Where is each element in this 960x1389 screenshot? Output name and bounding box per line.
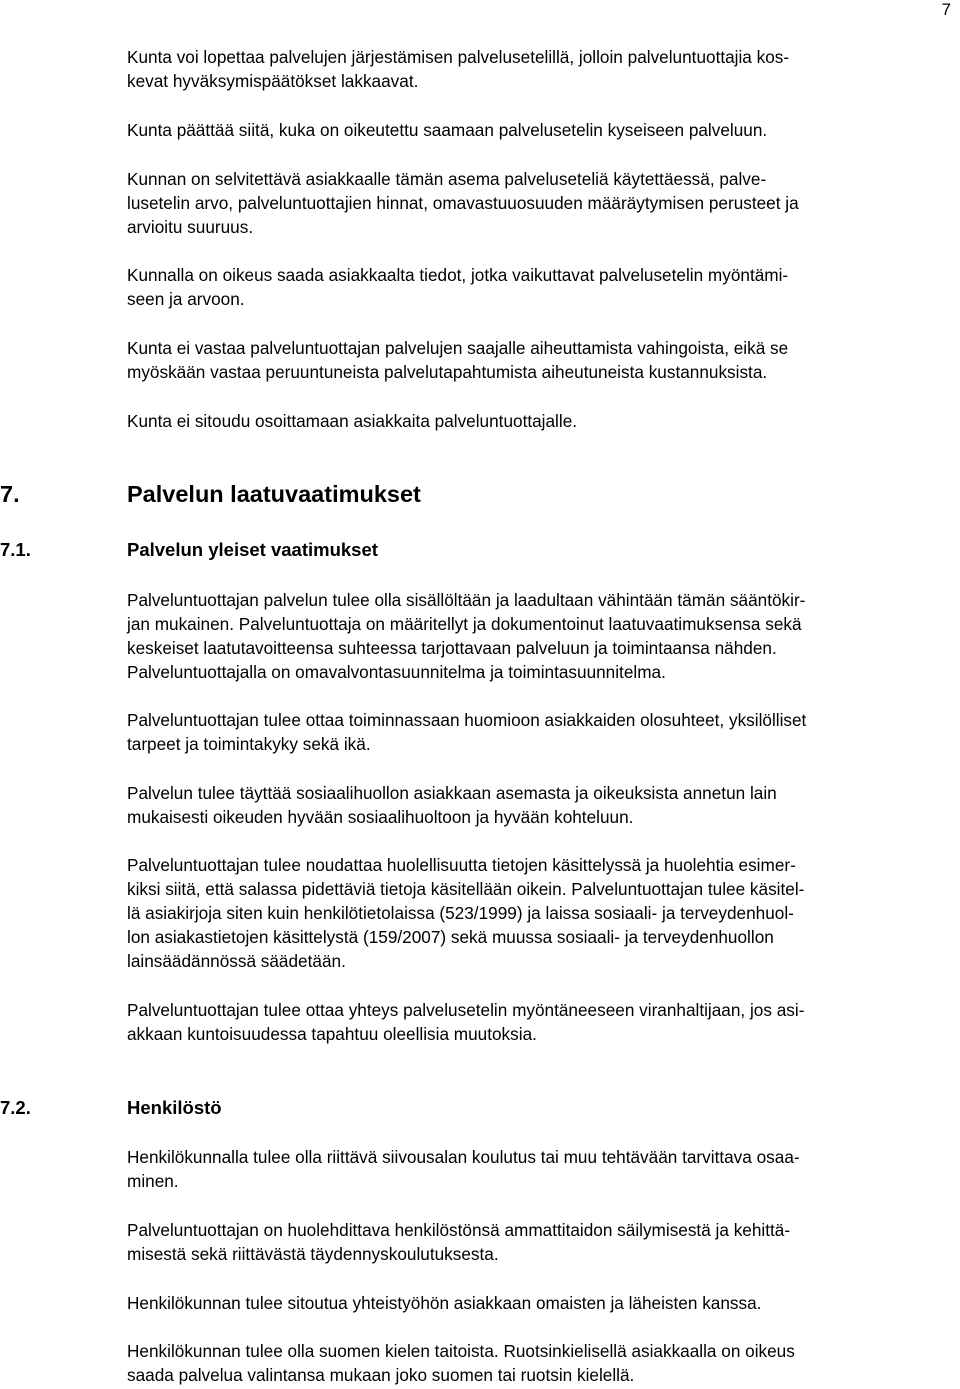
paragraph-oikeus-tiedot: [127, 263, 957, 311]
text-line: Kunta ei vastaa palveluntuottajan palvelujen saajalle aiheuttamista vahingoista, eikä se: [127, 338, 789, 358]
text-line: Kunta ei sitoudu osoittamaan asiakkaita palveluntuottajalle.: [127, 411, 578, 431]
text-line: Kunta voi lopettaa palvelujen järjestämisen palvelusetelillä, jolloin palveluntuottajia kos-: [127, 47, 790, 67]
paragraph-ammattitaito: [127, 1218, 957, 1266]
paragraph-olosuhteet: [127, 708, 957, 756]
text-line: lainsäädännössä säädetään.: [127, 951, 346, 971]
section-title: Palvelun yleiset vaatimukset: [127, 539, 378, 560]
paragraph-yhteys-viranhaltijaan: [127, 998, 957, 1046]
page-number: 7: [941, 0, 951, 19]
paragraph-koulutus: [127, 1145, 957, 1193]
text-line: akkaan kuntoisuudessa tapahtuu oleellisia muutoksia.: [127, 1024, 537, 1044]
text-line: lon asiakastietojen käsittelystä (159/2007) sekä muussa sosiaali- ja terveydenhuollon: [127, 927, 774, 947]
text-line: Kunnalla on oikeus saada asiakkaalta tiedot, jotka vaikuttavat palvelusetelin myöntämi-: [127, 265, 789, 285]
text-line: lusetelin arvo, palveluntuottajien hinnat, omavastuuosuuden määräytymisen perusteet ja: [127, 193, 799, 213]
text-line: Palveluntuottajan tulee ottaa yhteys palvelusetelin myöntäneeseen viranhaltijaan, jos asi-: [127, 1000, 805, 1020]
text-line: Palveluntuottajan on huolehdittava henkilöstönsä ammattitaidon säilymisestä ja kehittä-: [127, 1220, 791, 1240]
section-title: Henkilöstö: [127, 1097, 222, 1118]
paragraph-selvitettava: [127, 167, 957, 239]
paragraph-sosiaalihuolto: [127, 781, 957, 829]
paragraph-ei-vastaa: [127, 336, 957, 384]
section-title: Palvelun laatuvaatimukset: [127, 481, 421, 507]
paragraph-laatuvaatimukset: [127, 588, 957, 684]
paragraph-paattaa: [127, 118, 957, 142]
text-line: jan mukainen. Palveluntuottaja on määritellyt ja dokumentoinut laatuvaatimuksensa sekä: [127, 614, 802, 634]
paragraph-lopettaa: [127, 45, 957, 93]
text-line: Kunta päättää siitä, kuka on oikeutettu saamaan palvelusetelin kyseiseen palveluun.: [127, 120, 768, 140]
paragraph-yhteistyo: [127, 1291, 957, 1315]
text-line: Henkilökunnan tulee sitoutua yhteistyöhön asiakkaan omaisten ja läheisten kanssa.: [127, 1293, 762, 1313]
text-line: Palveluntuottajan palvelun tulee olla sisällöltään ja laadultaan vähintään tämän sääntökir-: [127, 590, 806, 610]
text-line: lä asiakirjoja siten kuin henkilötietolaissa (523/1999) ja laissa sosiaali- ja terveydenhuol-: [127, 903, 794, 923]
text-line: tarpeet ja toimintakyky sekä ikä.: [127, 734, 371, 754]
text-line: Kunnan on selvitettävä asiakkaalle tämän asema palveluseteliä käytettäessä, palve-: [127, 169, 767, 189]
text-line: mukaisesti oikeuden hyvään sosiaalihuoltoon ja hyvään kohteluun.: [127, 807, 634, 827]
text-line: Palveluntuottajalla on omavalvontasuunnitelma ja toimintasuunnitelma.: [127, 662, 666, 682]
section-number: 7.1.: [0, 539, 31, 560]
text-line: minen.: [127, 1171, 179, 1191]
text-line: Palvelun tulee täyttää sosiaalihuollon asiakkaan asemasta ja oikeuksista annetun lain: [127, 783, 777, 803]
section-number: 7.2.: [0, 1097, 31, 1118]
paragraph-kielitaito: [127, 1339, 957, 1387]
text-line: saada palvelua valintansa mukaan joko suomen tai ruotsin kielellä.: [127, 1365, 635, 1385]
paragraph-ei-sitoudu: [127, 409, 957, 433]
text-line: Henkilökunnan tulee olla suomen kielen taitoista. Ruotsinkielisellä asiakkaalla on oikeus: [127, 1341, 795, 1361]
text-line: kevat hyväksymispäätökset lakkaavat.: [127, 71, 419, 91]
text-line: misestä sekä riittävästä täydennyskoulutuksesta.: [127, 1244, 499, 1264]
text-line: Palveluntuottajan tulee noudattaa huolellisuutta tietojen käsittelyssä ja huolehtia esimer-: [127, 855, 796, 875]
text-line: seen ja arvoon.: [127, 289, 245, 309]
paragraph-tietojen-kasittely: [127, 853, 957, 973]
text-line: keskeiset laatutavoitteensa suhteessa tarjottavaan palveluun ja toimintaansa nähden.: [127, 638, 777, 658]
text-line: kiksi siitä, että salassa pidettäviä tietoja käsitellään oikein. Palveluntuottajan tulee käsitel-: [127, 879, 805, 899]
text-line: myöskään vastaa peruuntuneista palvelutapahtumista aiheutuneista kustannuksista.: [127, 362, 768, 382]
text-line: arvioitu suuruus.: [127, 217, 254, 237]
section-number: 7.: [0, 481, 20, 507]
text-line: Henkilökunnalla tulee olla riittävä siivousalan koulutus tai muu tehtävään tarvittava osaa-: [127, 1147, 800, 1167]
text-line: Palveluntuottajan tulee ottaa toiminnassaan huomioon asiakkaiden olosuhteet, yksilölliset: [127, 710, 807, 730]
